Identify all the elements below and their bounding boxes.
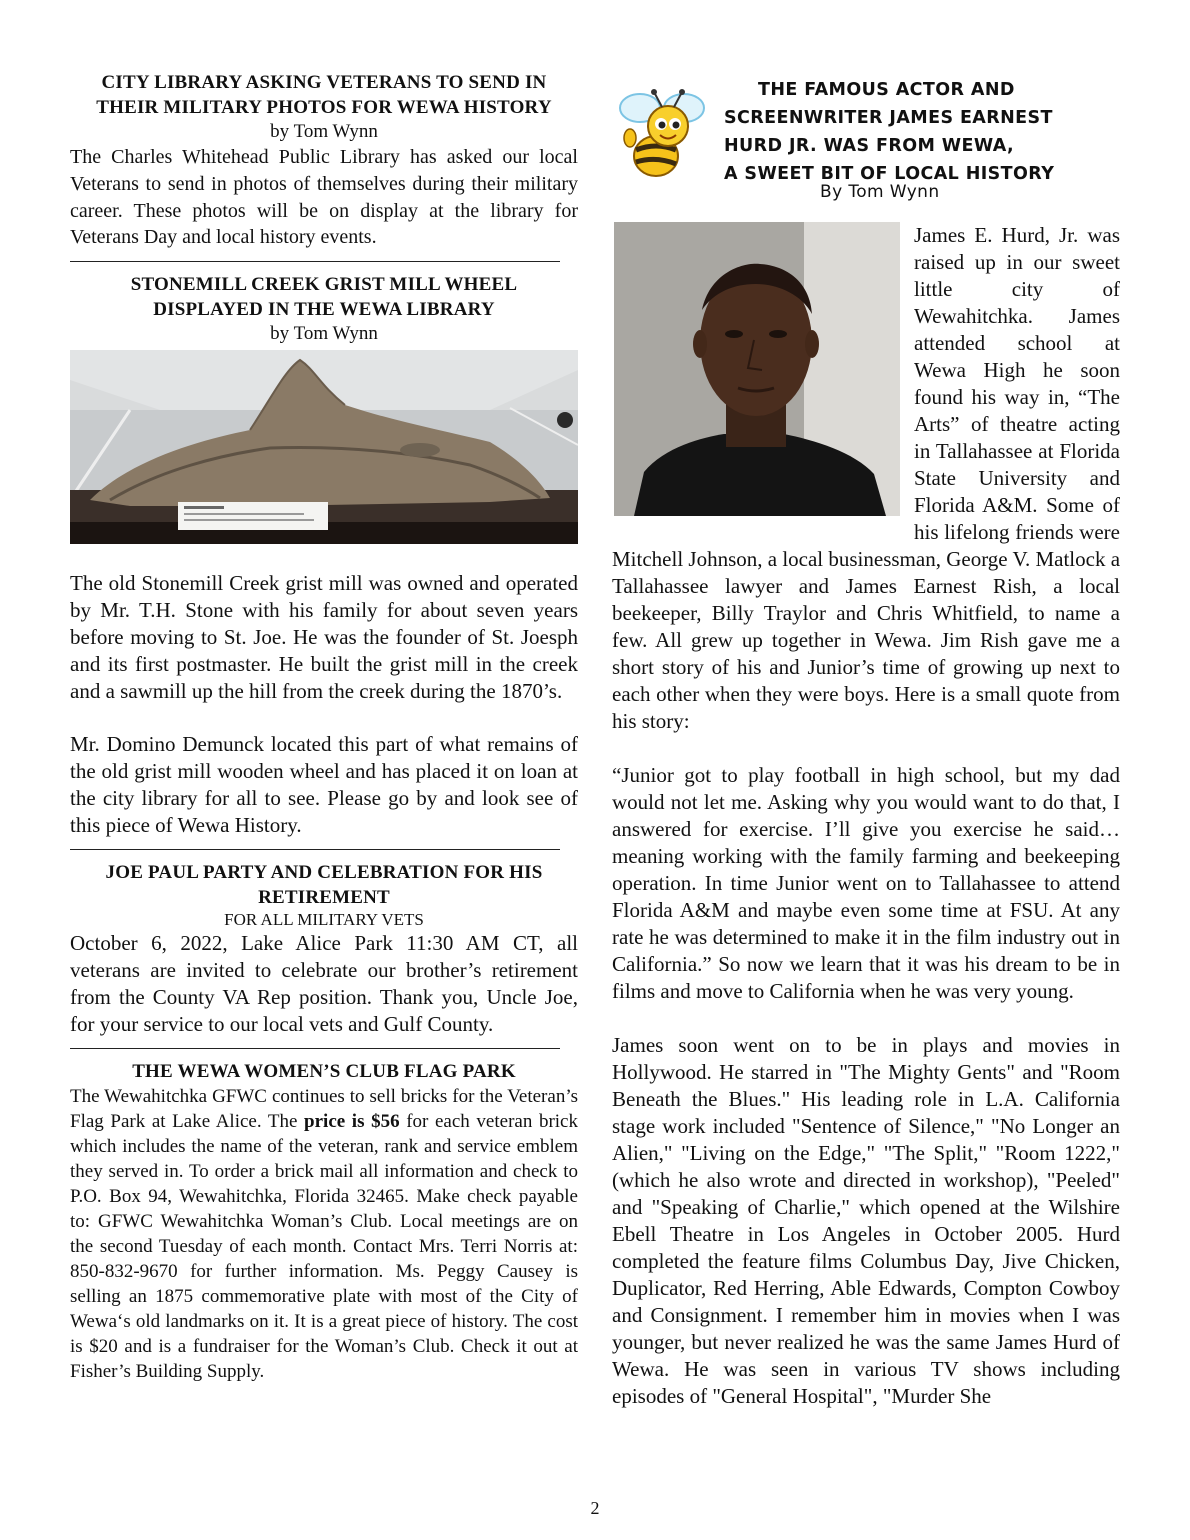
article-body: James E. Hurd, Jr. was raised up in our sweet little city of Wewahitchka. James attended school at Wewa High he soon found his way in, “The Arts” of theatre acting in Tallahassee at Florida State University and Florida A&M. Some of his lifelong friends were Mitchell Johnson, a local businessman, George V. Matlock a Tallahassee lawyer and James Earnest Rish, a local beekeeper, Billy Traylor and Chris Whitfield, to name a few. All grew up together in Wewa. Jim Rish gave me a short story of his and Junior’s time of growing up next to each other when they were boys. Here is a small quote from his story: bbox=[612, 223, 1121, 733]
article-body: The Charles Whitehead Public Library has asked our local Veterans to send in photos of themselves during their military career. These photos will be on display at the library for Veterans Day and local history events. bbox=[70, 146, 578, 249]
james-hurd-portrait-photo bbox=[614, 222, 900, 516]
right-column bbox=[612, 70, 1120, 1410]
article-title-line: RETIREMENT bbox=[258, 887, 390, 909]
article-title-line: HURD JR. WAS FROM WEWA, bbox=[724, 136, 1015, 156]
byline: by Tom Wynn bbox=[270, 323, 378, 345]
body-text: for each veteran brick which includes the name of the veteran, rank and service emblem they served in. To order a brick mail all information and check to P.O. Box 94, Wewahitchka, Florida 32465. Make check payable to: GFWC Wewahitchka Woman’s Club. Local meetings are on the second Tuesday of each month. Contact Mrs. Terri Norris at: 850-832-9670 for further information. Ms. Peggy Causey is selling an 1875 commemorative plate with most of the City of Wewa‘s old landmarks on it. It is a great piece of history. The cost is $20 and is a fundraiser for the Woman’s Club. Check it out at Fisher’s Building Supply. bbox=[70, 1111, 578, 1383]
divider bbox=[70, 261, 560, 262]
article-title-line: SCREENWRITER JAMES EARNEST bbox=[724, 108, 1053, 128]
grist-mill-wheel-photo bbox=[70, 350, 578, 544]
bee-mascot-icon bbox=[614, 80, 710, 180]
article-body bbox=[70, 1084, 578, 1384]
byline: by Tom Wynn bbox=[270, 121, 378, 142]
article-subtitle: FOR ALL MILITARY VETS bbox=[224, 910, 424, 930]
article-title bbox=[724, 76, 1104, 188]
article-body-wrap bbox=[612, 222, 1120, 1410]
article-title: THE WEWA WOMEN’S CLUB FLAG PARK bbox=[132, 1061, 516, 1083]
article-grist-mill bbox=[70, 272, 578, 839]
article-title-line: THEIR MILITARY PHOTOS FOR WEWA HISTORY bbox=[96, 97, 552, 118]
article-body: October 6, 2022, Lake Alice Park 11:30 AM CT, all veterans are invited to celebrate our brother’s retirement from the County VA Rep position. Thank you, Uncle Joe, for your service to our local vets and Gulf County. bbox=[70, 931, 578, 1037]
article-body: “Junior got to play football in high school, but my dad would not let me. Asking why you would want to do that, I answered for exercise. I’ll give you exercise he said…meaning working with the family farming and beekeeping operation. In time Junior went on to Tallahassee to attend Florida A&M and maybe even some time at FSU. At any rate he was determined to make it in the film industry out in California.” So now we learn that it was his dream to be in films and move to California when he was very young. bbox=[612, 763, 1120, 1003]
left-column bbox=[70, 70, 578, 1384]
article-header bbox=[612, 70, 1120, 222]
article-library-veterans bbox=[70, 70, 578, 251]
body-text: The Wewahitchka GFWC continues to sell bricks for the Veteran’s Flag Park at Lake Alice. The bbox=[70, 1086, 578, 1133]
article-body: James soon went on to be in plays and movies in Hollywood. He starred in "The Mighty Gents" and "Room Beneath the Blues." His leading role in L.A. California stage work included "Sentence of Silence," "No Longer an Alien," "Living on the Edge," "The Split," "Room 1222," (which he also wrote and directed in workshop), "Peeled" and "Speaking of Charlie," which opened at the Wilshire Ebell Theatre in Los Angeles in October 2005. Hurd completed the feature films Columbus Day, Jive Chicken, Duplicator, Red Herring, Able Edwards, Compton Cowboy and Consignment. I remember him in movies when I was younger, but never realized he was the same James Hurd of Wewa. He was seen in various TV shows including episodes of "General Hospital", "Murder She bbox=[612, 1033, 1120, 1408]
article-title-line: STONEMILL CREEK GRIST MILL WHEEL bbox=[130, 274, 518, 296]
article-body: The old Stonemill Creek grist mill was owned and operated by Mr. T.H. Stone with his family for about seven years before moving to St. Joe. He was the founder of St. Joesph and its first postmaster. He built the grist mill in the creek and a sawmill up the hill from the creek during the 1870’s. bbox=[70, 571, 578, 704]
article-title-line: DISPLAYED IN THE WEWA LIBRARY bbox=[153, 299, 495, 321]
byline: By Tom Wynn bbox=[820, 182, 940, 202]
divider bbox=[70, 1048, 560, 1049]
divider bbox=[70, 849, 560, 850]
article-body: Mr. Domino Demunck located this part of what remains of the old grist mill wooden wheel and has placed it on loan at the city library for all to see. Please go by and look see of this piece of Wewa History. bbox=[70, 732, 578, 838]
article-title-line: JOE PAUL PARTY AND CELEBRATION FOR HIS bbox=[105, 862, 543, 884]
price-highlight: price is $56 bbox=[304, 1111, 400, 1133]
article-womens-club-flag-park bbox=[70, 1059, 578, 1384]
article-title-line: THE FAMOUS ACTOR AND bbox=[758, 80, 1015, 100]
article-title-line: CITY LIBRARY ASKING VETERANS TO SEND IN bbox=[101, 72, 547, 93]
article-title-line: A SWEET BIT OF LOCAL HISTORY bbox=[724, 164, 1055, 184]
page-number: 2 bbox=[590, 1498, 600, 1518]
article-joe-paul-party bbox=[70, 860, 578, 1038]
